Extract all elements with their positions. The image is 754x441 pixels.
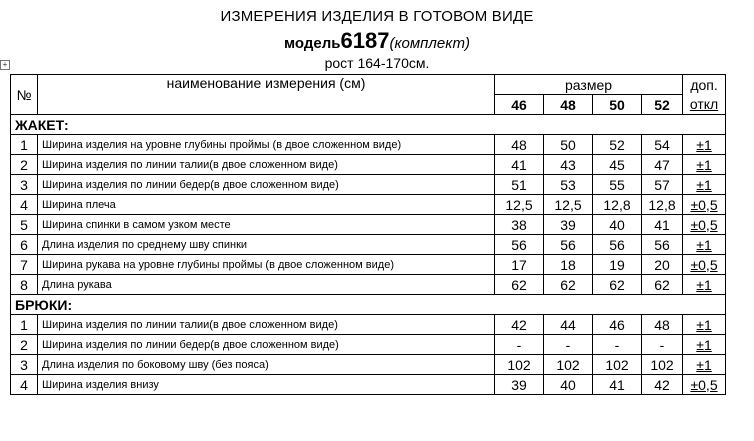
col-header-tolerance-2: откл — [683, 95, 726, 115]
tolerance-cell — [683, 335, 726, 355]
size-value: 39 — [495, 375, 544, 395]
model-kit: (комплект) — [389, 35, 470, 52]
measurement-name: Длина рукава — [38, 275, 495, 295]
row-number: 7 — [11, 255, 38, 275]
col-header-number: № — [11, 75, 38, 115]
section-title: БРЮКИ: — [11, 295, 495, 315]
table-row — [11, 335, 726, 355]
tolerance-cell — [683, 155, 726, 175]
tolerance-value: ±1 — [696, 236, 712, 253]
table-row — [11, 135, 726, 155]
size-value: 62 — [593, 275, 642, 295]
measurement-name: Ширина изделия по линии талии(в двое сложенном виде) — [38, 155, 495, 175]
size-value: - — [544, 335, 593, 355]
measurement-name: Ширина изделия по линии бедер(в двое сложенном виде) — [38, 335, 495, 355]
size-value: 41 — [593, 375, 642, 395]
tolerance-cell — [683, 235, 726, 255]
size-value: - — [642, 335, 683, 355]
table-row — [11, 215, 726, 235]
section-filler — [495, 115, 726, 135]
size-value: 62 — [642, 275, 683, 295]
size-value: 17 — [495, 255, 544, 275]
size-value: 12,8 — [593, 195, 642, 215]
size-value: 62 — [544, 275, 593, 295]
section-row — [11, 295, 726, 315]
model-line — [0, 28, 754, 54]
row-number: 4 — [11, 375, 38, 395]
size-value: 41 — [495, 155, 544, 175]
table-row — [11, 275, 726, 295]
growth-line: рост 164-170см. — [324, 55, 430, 71]
size-value: 12,8 — [642, 195, 683, 215]
size-value: 40 — [593, 215, 642, 235]
size-value: 55 — [593, 175, 642, 195]
tolerance-cell — [683, 175, 726, 195]
table-row — [11, 315, 726, 335]
tolerance-value: ±1 — [696, 176, 712, 193]
size-value: 44 — [544, 315, 593, 335]
size-value: 48 — [495, 135, 544, 155]
row-number: 8 — [11, 275, 38, 295]
size-value: - — [495, 335, 544, 355]
size-value: 40 — [544, 375, 593, 395]
row-number: 3 — [11, 355, 38, 375]
tolerance-cell — [683, 255, 726, 275]
measurement-name: Ширина изделия по линии талии(в двое сложенном виде) — [38, 315, 495, 335]
size-value: 12,5 — [544, 195, 593, 215]
size-value: 102 — [593, 355, 642, 375]
tolerance-value: ±0,5 — [690, 376, 718, 393]
move-handle-icon[interactable]: + — [0, 60, 10, 70]
size-value: 47 — [642, 155, 683, 175]
measurement-name: Ширина рукава на уровне глубины проймы (в двое сложенном виде) — [38, 255, 495, 275]
table-row — [11, 175, 726, 195]
tolerance-value: ±1 — [696, 136, 712, 153]
table-row — [11, 235, 726, 255]
row-number: 2 — [11, 155, 38, 175]
measurement-name: Ширина изделия по линии бедер(в двое сложенном виде) — [38, 175, 495, 195]
table-row — [11, 155, 726, 175]
size-value: 56 — [544, 235, 593, 255]
row-number: 1 — [11, 315, 38, 335]
size-value: 102 — [495, 355, 544, 375]
size-value: 102 — [642, 355, 683, 375]
size-value: 54 — [642, 135, 683, 155]
size-value: 45 — [593, 155, 642, 175]
size-value: - — [593, 335, 642, 355]
size-value: 43 — [544, 155, 593, 175]
size-value: 56 — [642, 235, 683, 255]
table-row — [11, 375, 726, 395]
col-header-tolerance-1: доп. — [683, 75, 726, 95]
size-value: 56 — [593, 235, 642, 255]
row-number: 6 — [11, 235, 38, 255]
tolerance-value: ±0,5 — [690, 256, 718, 273]
row-number: 4 — [11, 195, 38, 215]
size-value: 50 — [544, 135, 593, 155]
row-number: 5 — [11, 215, 38, 235]
tolerance-value: ±1 — [696, 276, 712, 293]
tolerance-cell — [683, 195, 726, 215]
table-row — [11, 255, 726, 275]
measurement-name: Длина изделия по среднему шву спинки — [38, 235, 495, 255]
size-value: 12,5 — [495, 195, 544, 215]
tolerance-value: ±1 — [696, 336, 712, 353]
model-number: 6187 — [340, 28, 390, 53]
row-number: 2 — [11, 335, 38, 355]
measurement-name: Длина изделия по боковому шву (без пояса) — [38, 355, 495, 375]
tolerance-cell — [683, 315, 726, 335]
size-header: 48 — [544, 95, 593, 115]
size-header: 52 — [642, 95, 683, 115]
size-value: 39 — [544, 215, 593, 235]
table-row — [11, 355, 726, 375]
measurement-name: Ширина спинки в самом узком месте — [38, 215, 495, 235]
section-title: ЖАКЕТ: — [11, 115, 495, 135]
table-row — [11, 195, 726, 215]
size-value: 38 — [495, 215, 544, 235]
section-row — [11, 115, 726, 135]
size-value: 19 — [593, 255, 642, 275]
size-value: 41 — [642, 215, 683, 235]
col-header-name: наименование измерения (см) — [38, 75, 495, 115]
tolerance-value: ±1 — [696, 316, 712, 333]
size-value: 18 — [544, 255, 593, 275]
size-value: 56 — [495, 235, 544, 255]
measurement-name: Ширина плеча — [38, 195, 495, 215]
size-value: 48 — [642, 315, 683, 335]
section-filler — [495, 295, 726, 315]
size-value: 20 — [642, 255, 683, 275]
tolerance-value: ±0,5 — [690, 216, 718, 233]
col-header-size: размер — [495, 75, 683, 95]
measurement-name: Ширина изделия на уровне глубины проймы (в двое сложенном виде) — [38, 135, 495, 155]
tolerance-cell — [683, 355, 726, 375]
size-value: 102 — [544, 355, 593, 375]
tolerance-cell — [683, 375, 726, 395]
model-label: модель — [284, 35, 341, 52]
tolerance-cell — [683, 215, 726, 235]
size-value: 57 — [642, 175, 683, 195]
tolerance-value: ±1 — [696, 356, 712, 373]
measurements-table — [10, 74, 726, 395]
tolerance-cell — [683, 135, 726, 155]
size-value: 62 — [495, 275, 544, 295]
size-value: 52 — [593, 135, 642, 155]
size-value: 51 — [495, 175, 544, 195]
header-row — [11, 75, 726, 95]
tolerance-cell — [683, 275, 726, 295]
measurement-name: Ширина изделия внизу — [38, 375, 495, 395]
document-title: ИЗМЕРЕНИЯ ИЗДЕЛИЯ В ГОТОВОМ ВИДЕ — [220, 8, 534, 25]
size-value: 46 — [593, 315, 642, 335]
size-header: 46 — [495, 95, 544, 115]
row-number: 3 — [11, 175, 38, 195]
size-value: 42 — [642, 375, 683, 395]
size-header: 50 — [593, 95, 642, 115]
tolerance-value: ±0,5 — [690, 196, 718, 213]
size-value: 42 — [495, 315, 544, 335]
row-number: 1 — [11, 135, 38, 155]
tolerance-value: ±1 — [696, 156, 712, 173]
size-value: 53 — [544, 175, 593, 195]
